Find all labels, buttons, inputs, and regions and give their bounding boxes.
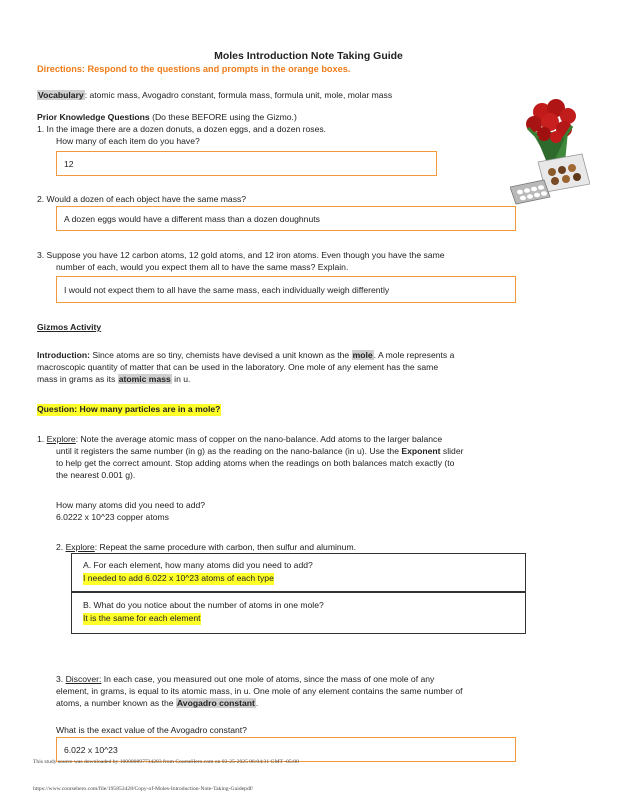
download-notice: This study source was downloaded by 100000897734283 from CourseHero.com on 03-25-2025 06:04:31 GMT -05:00	[33, 759, 299, 765]
explore2-a-answer[interactable]: I needed to add 6.022 x 10^23 atoms of each type	[83, 573, 274, 583]
intro-label: Introduction:	[37, 350, 90, 360]
q3-text-line2: number of each, would you expect them all to have the same mass? Explain.	[56, 262, 349, 272]
vocabulary-line	[37, 90, 392, 102]
page-title: Moles Introduction Note Taking Guide	[214, 50, 403, 62]
source-url[interactable]: https://www.coursehero.com/file/195853428/Copy-of-Moles-Introduction-Note-Taking-Guidepdf/	[33, 786, 254, 792]
mole-term: mole	[352, 350, 373, 360]
intro-text-a: Since atoms are so tiny, chemists have devised a unit known as the	[89, 350, 352, 360]
gizmos-heading-text: Gizmos Activity	[37, 322, 102, 332]
main-question: Question: How many particles are in a mole?	[37, 404, 221, 414]
intro-text-b: . A mole represents a	[373, 350, 455, 360]
explore1-num: 1.	[37, 434, 47, 444]
atomic-mass-term: atomic mass	[118, 374, 171, 384]
q1-text: 1. In the image there are a dozen donuts, a dozen eggs, and a dozen roses.	[37, 124, 327, 134]
q1-answer-box[interactable]	[56, 151, 437, 176]
explore1-l1: : Note the average atomic mass of copper on the nano-balance. Add atoms to the larger balance	[75, 434, 443, 444]
discover-l3a: atoms, a number known as the	[56, 698, 176, 708]
avogadro-term: Avogadro constant	[176, 698, 255, 708]
explore1-line4: the nearest 0.001 g).	[56, 470, 136, 480]
prior-heading-note: (Do these BEFORE using the Gizmo.)	[149, 112, 297, 122]
q1-subquestion: How many of each item do you have?	[56, 136, 200, 146]
explore1-l2b: slider	[440, 446, 464, 456]
explore1-l2a: until it registers the same number (in g) as the reading on the nano-balance (in u). Use the	[56, 446, 402, 456]
q3-answer: I would not expect them to all have the same mass, each individually weigh differently	[64, 284, 390, 295]
discover-line2: element, in grams, is equal to its atomic mass, in u. One mole of any element contains the same number of	[56, 686, 463, 696]
explore2-a-question: A. For each element, how many atoms did you need to add?	[83, 560, 313, 570]
discover-line1	[56, 674, 434, 686]
exponent-term: Exponent	[401, 446, 441, 456]
explore1-line3: to help get the correct amount. Stop adding atoms when the readings on both balances match exactly (to	[56, 458, 455, 468]
prior-heading-bold: Prior Knowledge Questions	[37, 112, 150, 122]
gizmos-heading	[37, 322, 101, 334]
discover-l3b: .	[255, 698, 259, 708]
q2-text: 2. Would a dozen of each object have the same mass?	[37, 194, 247, 204]
explore1-line1	[37, 434, 442, 446]
explore1-label: Explore	[46, 434, 76, 444]
q1-answer: 12	[64, 158, 74, 169]
intro-line2: macroscopic quantity of matter that can be used in the laboratory. One mole of any element has the same	[37, 362, 439, 372]
egg-carton-image	[510, 180, 550, 204]
discover-line3	[56, 698, 258, 710]
q2-answer-box[interactable]	[56, 206, 516, 231]
intro-line3-a: mass in grams as its	[37, 374, 118, 384]
explore1-question: How many atoms did you need to add?	[56, 500, 206, 510]
prior-knowledge-heading	[37, 112, 297, 124]
q2-answer: A dozen eggs would have a different mass than a dozen doughnuts	[64, 213, 320, 224]
discover-answer: 6.022 x 10^23	[64, 745, 118, 755]
explore1-answer[interactable]: 6.0222 x 10^23 copper atoms	[56, 512, 169, 522]
intro-line3	[37, 374, 190, 386]
directions: Directions: Respond to the questions and prompts in the orange boxes.	[37, 64, 351, 74]
explore2-text: : Repeat the same procedure with carbon, then sulfur and aluminum.	[94, 542, 357, 552]
explore2-line	[56, 542, 356, 554]
discover-question: What is the exact value of the Avogadro constant?	[56, 725, 247, 735]
explore2-b-answer[interactable]: It is the same for each element	[83, 613, 201, 623]
explore1-line2	[56, 446, 463, 458]
discover-num: 3.	[56, 674, 66, 684]
intro-line1	[37, 350, 454, 362]
discover-l1: In each case, you measured out one mole of atoms, since the mass of one mole of any	[101, 674, 435, 684]
vocabulary-text: : atomic mass, Avogadro constant, formula mass, formula unit, mole, molar mass	[84, 90, 393, 100]
q3-text-line1: 3. Suppose you have 12 carbon atoms, 12 gold atoms, and 12 iron atoms. Even though you have the same	[37, 250, 445, 260]
q3-answer-box[interactable]	[56, 276, 516, 303]
explore2-num: 2.	[56, 542, 66, 552]
discover-label: Discover:	[65, 674, 102, 684]
explore2-label: Explore	[65, 542, 95, 552]
intro-line3-b: in u.	[171, 374, 191, 384]
dozen-items-image	[510, 92, 590, 217]
vocabulary-label: Vocabulary	[38, 90, 84, 100]
explore2-b-question: B. What do you notice about the number of atoms in one mole?	[83, 600, 324, 610]
